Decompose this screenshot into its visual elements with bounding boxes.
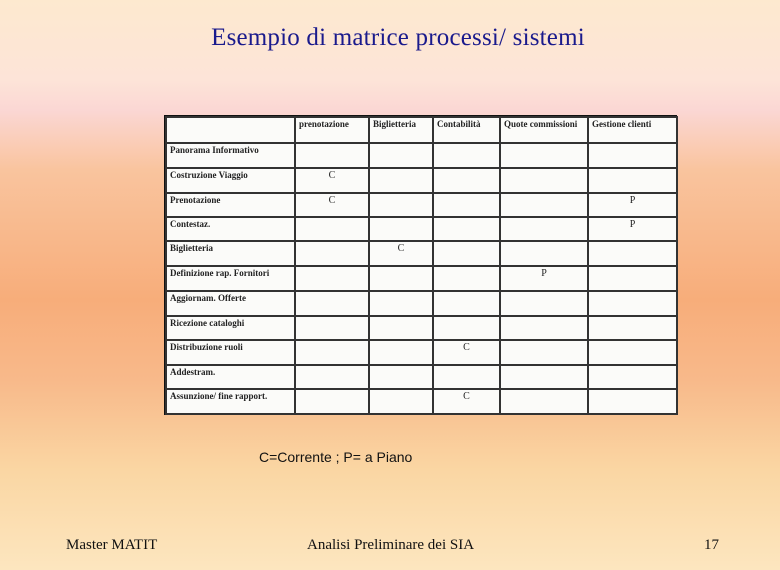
row-label: Assunzione/ fine rapport.: [166, 389, 295, 414]
matrix-cell: [433, 266, 500, 291]
matrix-cell: [500, 340, 588, 365]
matrix-row: [166, 291, 677, 316]
matrix-cell: [295, 266, 369, 291]
column-header-contabilita: Contabilità: [433, 117, 500, 143]
page-number: 17: [704, 537, 719, 553]
matrix-cell: [588, 365, 677, 389]
matrix-cell: C: [369, 241, 433, 266]
matrix-cell: [588, 143, 677, 168]
matrix-cell: [588, 168, 677, 193]
matrix-cell: [500, 316, 588, 340]
matrix-cell: [433, 168, 500, 193]
matrix-cell: [500, 143, 588, 168]
matrix-cell: [433, 193, 500, 217]
matrix-cell: P: [588, 193, 677, 217]
matrix-cell: [369, 340, 433, 365]
column-header-quote-commissioni: Quote commissioni: [500, 117, 588, 143]
matrix-cell: [500, 389, 588, 414]
column-header-prenotazione: prenotazione: [295, 117, 369, 143]
matrix-row: [166, 389, 677, 414]
matrix-cell: [295, 217, 369, 241]
matrix-cell: [500, 241, 588, 266]
row-label: Panorama Informativo: [166, 143, 295, 168]
matrix-cell: C: [433, 340, 500, 365]
matrix-cell: [433, 316, 500, 340]
matrix-row: [166, 365, 677, 389]
matrix-row: [166, 168, 677, 193]
matrix-cell: C: [295, 193, 369, 217]
matrix-row: [166, 217, 677, 241]
matrix-cell: [369, 168, 433, 193]
row-label: Definizione rap. Fornitori: [166, 266, 295, 291]
footer-course: Master MATIT: [66, 537, 158, 553]
matrix-cell: [588, 389, 677, 414]
slide-title: Esempio di matrice processi/ sistemi: [211, 24, 585, 51]
row-label: Biglietteria: [166, 241, 295, 266]
matrix-cell: [588, 291, 677, 316]
matrix-cell: [295, 241, 369, 266]
row-label: Aggiornam. Offerte: [166, 291, 295, 316]
matrix-cell: [433, 365, 500, 389]
matrix-cell: [369, 365, 433, 389]
matrix-row: [166, 143, 677, 168]
matrix-row: [166, 193, 677, 217]
matrix-cell: [369, 217, 433, 241]
column-header-gestione-clienti: Gestione clienti: [588, 117, 677, 143]
matrix-cell: [588, 316, 677, 340]
matrix-cell: [500, 291, 588, 316]
matrix-cell: [295, 143, 369, 168]
column-header-biglietteria: Biglietteria: [369, 117, 433, 143]
matrix-cell: [433, 291, 500, 316]
legend-text: C=Corrente ; P= a Piano: [259, 449, 413, 465]
matrix-cell: [500, 193, 588, 217]
matrix-cell: [369, 193, 433, 217]
matrix-cell: P: [588, 217, 677, 241]
matrix-row: [166, 340, 677, 365]
matrix-header-row: [166, 117, 677, 143]
matrix-cell: [369, 389, 433, 414]
matrix-cell: [369, 316, 433, 340]
matrix-row: [166, 316, 677, 340]
matrix-cell: [369, 266, 433, 291]
matrix-corner-cell: [166, 117, 295, 143]
matrix-cell: [295, 316, 369, 340]
row-label: Prenotazione: [166, 193, 295, 217]
matrix-cell: [369, 291, 433, 316]
matrix-cell: C: [433, 389, 500, 414]
matrix-cell: [588, 266, 677, 291]
matrix-cell: C: [295, 168, 369, 193]
matrix-cell: [369, 143, 433, 168]
row-label: Contestaz.: [166, 217, 295, 241]
matrix-cell: [500, 217, 588, 241]
matrix-cell: [295, 291, 369, 316]
matrix-cell: [295, 389, 369, 414]
row-label: Ricezione cataloghi: [166, 316, 295, 340]
row-label: Addestram.: [166, 365, 295, 389]
footer-subject: Analisi Preliminare dei SIA: [307, 537, 475, 553]
matrix-cell: [433, 241, 500, 266]
matrix-cell: [500, 168, 588, 193]
matrix-row: [166, 241, 677, 266]
matrix-cell: [295, 340, 369, 365]
matrix-cell: [588, 340, 677, 365]
matrix-cell: [433, 143, 500, 168]
matrix-cell: [588, 241, 677, 266]
row-label: Costruzione Viaggio: [166, 168, 295, 193]
matrix-cell: [295, 365, 369, 389]
matrix-cell: [500, 365, 588, 389]
matrix-cell: P: [500, 266, 588, 291]
row-label: Distribuzione ruoli: [166, 340, 295, 365]
matrix-table: [165, 116, 678, 415]
matrix-row: [166, 266, 677, 291]
matrix-cell: [433, 217, 500, 241]
process-system-matrix: [164, 115, 677, 415]
